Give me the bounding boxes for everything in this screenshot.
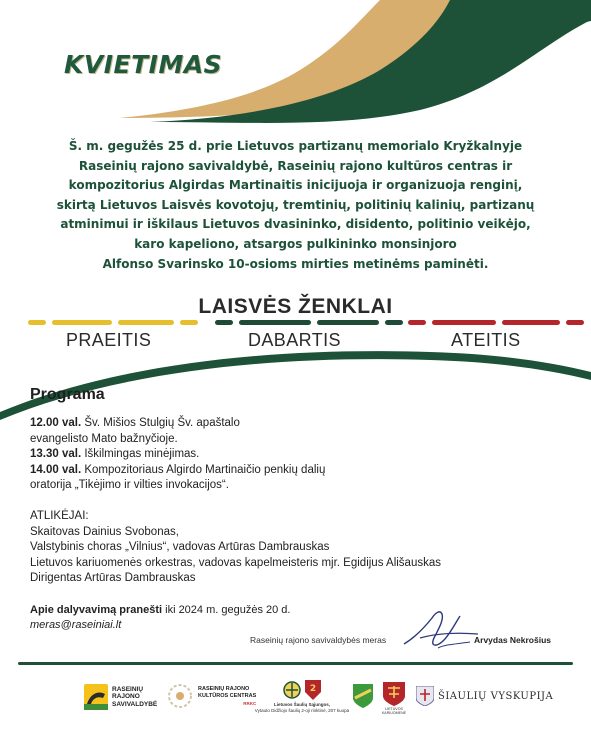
red-dashes	[408, 320, 584, 326]
handwritten-signature	[400, 608, 480, 652]
dash	[215, 320, 233, 325]
partner-logos	[0, 680, 591, 725]
performers-list	[30, 509, 570, 587]
culture-centre-logo	[166, 682, 256, 710]
performer-line: Lietuvos kariuomenės orkestras, vadovas kapelmeisteris mjr. Egidijus Ališauskas	[30, 556, 441, 569]
intro-line: kompozitorius Algirdas Martinaitis inicijuoja ir organizuoja renginį,	[68, 178, 523, 193]
program-text-cont: oratorija „Tikėjimo ir vilties invokacijos“.	[30, 479, 229, 491]
dash	[502, 320, 560, 325]
dash	[566, 320, 584, 325]
logo-line: RASEINIŲ	[112, 685, 144, 693]
program-list	[30, 416, 470, 494]
program-time: 13.30 val.	[30, 448, 82, 460]
word-dabartis: DABARTIS	[248, 330, 341, 350]
logo-line: Lietuvos Šaulių Sąjungos,	[273, 702, 330, 707]
program-time: 12.00 val.	[30, 417, 82, 429]
dash	[28, 320, 46, 325]
logo-tag: RRKC	[243, 700, 257, 706]
intro-line: Raseinių rajono savivaldybė, Raseinių rajono kultūros centras ir	[78, 158, 513, 173]
green-dashes	[215, 320, 403, 326]
army-shield-icon	[383, 682, 405, 706]
dash	[52, 320, 112, 325]
program-item	[30, 447, 470, 463]
army-label: LIETUVOS KARIUOMENĖ	[381, 707, 407, 715]
dash	[317, 320, 379, 325]
program-text-cont: evangelisto Mato bažnyčioje.	[30, 432, 178, 445]
army-logo	[379, 682, 409, 715]
program-text: Iškilmingas minėjimas.	[81, 448, 200, 460]
footer-divider	[18, 662, 573, 665]
dash	[408, 320, 426, 325]
intro-text	[0, 137, 591, 274]
siauliai-diocese-logo	[416, 686, 553, 706]
yellow-dashes	[28, 320, 198, 326]
dash	[385, 320, 403, 325]
word-praeitis: PRAEITIS	[66, 330, 152, 350]
page-title: KVIETIMAS	[64, 50, 223, 79]
program-time: 14.00 val.	[30, 463, 82, 476]
program-item	[30, 416, 470, 432]
logo-line: SAVIVALDYBĖ	[112, 700, 158, 708]
program-item	[30, 463, 470, 479]
signer-role: Raseinių rajono savivaldybės meras	[250, 635, 387, 645]
riflemen-emblem-icon	[283, 680, 301, 700]
logo-line: RAJONO	[112, 693, 140, 701]
performer-line: Dirigentas Artūras Dambrauskas	[30, 572, 196, 584]
rsvp-note	[30, 603, 290, 632]
logo-line: RASEINIŲ RAJONO	[198, 685, 250, 692]
unit-number: 2	[309, 684, 317, 694]
intro-line: Š. m. gegužės 25 d. prie Lietuvos partizanų memorialo Kryžkalnyje	[68, 139, 523, 153]
dash	[180, 320, 198, 325]
bear-crest-icon	[84, 684, 108, 710]
green-crest-logo	[353, 684, 373, 708]
rsvp-bold: Apie dalyvavimą pranešti	[30, 604, 163, 616]
program-text: Šv. Mišios Stulgių Šv. apaštalo	[81, 417, 240, 429]
logo-line: Vytauto Didžiojo šaulių 2-oji rinktinė, 207 kuopa	[254, 707, 350, 713]
wreath-icon	[166, 682, 194, 710]
unit-shield-icon	[305, 680, 321, 700]
rsvp-email[interactable]: meras@raseiniai.lt	[30, 618, 122, 631]
dash	[432, 320, 496, 325]
diocese-name: ŠIAULIŲ VYSKUPIJA	[438, 690, 554, 702]
dash	[118, 320, 174, 325]
logo-line: KULTŪROS CENTRAS	[198, 692, 257, 699]
performer-line: Valstybinis choras „Vilnius“, vadovas Artūras Dambrauskas	[30, 541, 330, 553]
event-title: LAISVĖS ŽENKLAI	[198, 295, 393, 318]
intro-line: skirtą Lietuvos Laisvės kovotojų, tremtinių, politinių kalinių, partizanų	[56, 197, 535, 212]
dash	[239, 320, 311, 325]
diocese-crest-icon	[416, 686, 434, 706]
raseiniai-municipality-logo	[84, 684, 157, 710]
rsvp-deadline: iki 2024 m. gegužės 20 d.	[162, 604, 291, 616]
performers-heading: ATLIKĖJAI:	[30, 510, 89, 522]
performer-line: Skaitovas Dainius Svobonas,	[30, 525, 179, 538]
intro-line: karo kapeliono, atsargos pulkininko monsinjoro	[134, 236, 457, 251]
riflemen-union-logo	[254, 680, 350, 713]
intro-line: atminimui ir iškilaus Lietuvos dvasininko, disidento, politinio veikėjo,	[60, 217, 531, 232]
intro-line: Alfonso Svarinsko 10-osioms mirties metinėms paminėti.	[102, 256, 489, 271]
word-ateitis: ATEITIS	[451, 330, 521, 350]
signer-name: Arvydas Nekrošius	[474, 635, 552, 645]
program-text: Kompozitoriaus Algirdo Martinaičio penkių dalių	[81, 463, 326, 476]
program-title: Programa	[30, 386, 105, 403]
green-shield-icon	[353, 684, 373, 708]
